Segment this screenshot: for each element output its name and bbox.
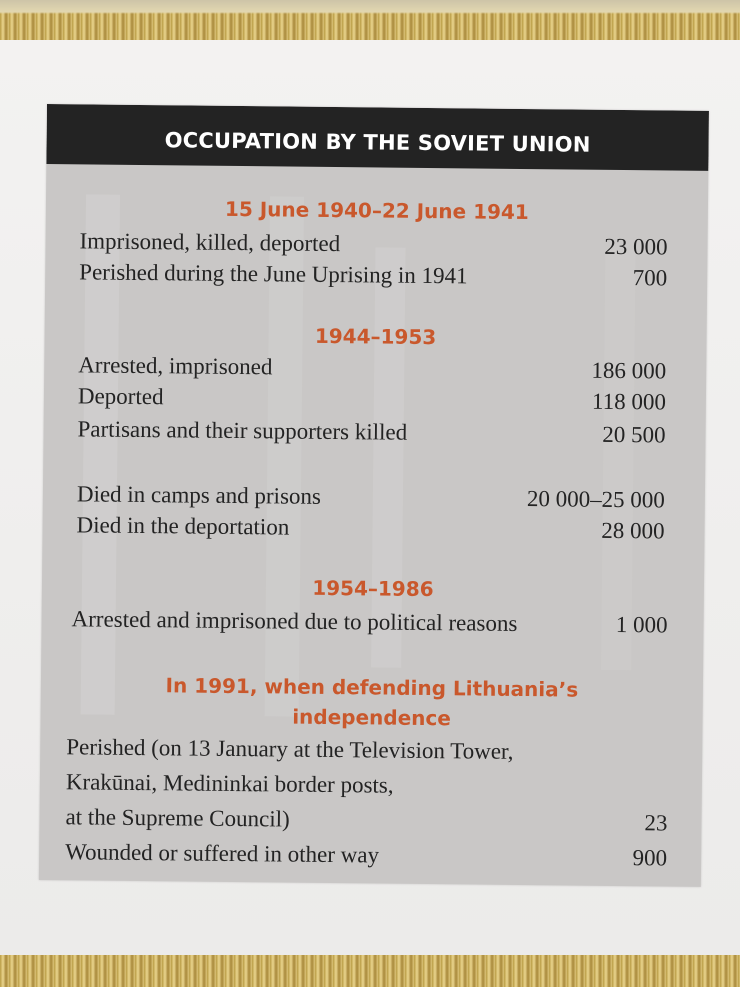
row-label: Died in the deportation xyxy=(76,512,290,540)
section-title-1991-line1: In 1991, when defending Lithuania’s xyxy=(165,673,579,702)
row-label: Deported xyxy=(77,383,164,410)
row-june-uprising xyxy=(79,259,667,295)
row-value: 700 xyxy=(632,265,668,291)
perished-1991-line1: Perished (on 13 January at the Television Tower, xyxy=(66,734,514,764)
row-partisans-killed xyxy=(77,416,665,452)
row-died-camps-prisons xyxy=(77,481,665,517)
row-value: 23 xyxy=(644,810,668,836)
row-value: 20 000–25 000 xyxy=(526,486,666,513)
row-value: 118 000 xyxy=(591,388,667,415)
info-panel xyxy=(39,104,709,887)
row-label: Perished during the June Uprising in 1941 xyxy=(79,259,468,289)
row-label: Arrested and imprisoned due to political reasons xyxy=(71,606,518,636)
row-imprisoned-killed-deported xyxy=(79,228,667,264)
section-title-1954-1986: 1954–1986 xyxy=(312,575,434,602)
row-arrested-imprisoned xyxy=(78,352,666,388)
row-died-deportation xyxy=(76,512,664,548)
row-label: Wounded or suffered in other way xyxy=(65,839,380,868)
row-deported xyxy=(78,383,666,419)
section-title-1991-line2: independence xyxy=(292,704,452,731)
section-title-1944-1953: 1944–1953 xyxy=(314,323,437,350)
row-label: Partisans and their supporters killed xyxy=(77,416,408,445)
row-label: Imprisoned, killed, deported xyxy=(79,228,341,257)
row-label: Died in camps and prisons xyxy=(76,481,322,509)
perished-1991-line2: Krakūnai, Medininkai border posts, xyxy=(65,769,394,798)
row-label: at the Supreme Council) xyxy=(65,804,290,832)
gold-fabric-border-bottom xyxy=(0,955,740,987)
row-value: 28 000 xyxy=(601,517,665,544)
row-value: 186 000 xyxy=(591,357,667,384)
row-value: 900 xyxy=(632,845,668,871)
row-political-imprisonment xyxy=(71,606,667,642)
row-wounded-1991 xyxy=(65,839,667,875)
row-value: 1 000 xyxy=(615,611,668,638)
row-perished-1991 xyxy=(65,804,667,840)
row-value: 23 000 xyxy=(604,233,668,260)
panel-header xyxy=(46,104,709,171)
panel-title: OCCUPATION BY THE SOVIET UNION xyxy=(164,128,591,157)
row-value: 20 500 xyxy=(602,421,666,448)
row-label: Arrested, imprisoned xyxy=(78,352,273,380)
section-title-1940-1941: 15 June 1940–22 June 1941 xyxy=(224,196,529,225)
